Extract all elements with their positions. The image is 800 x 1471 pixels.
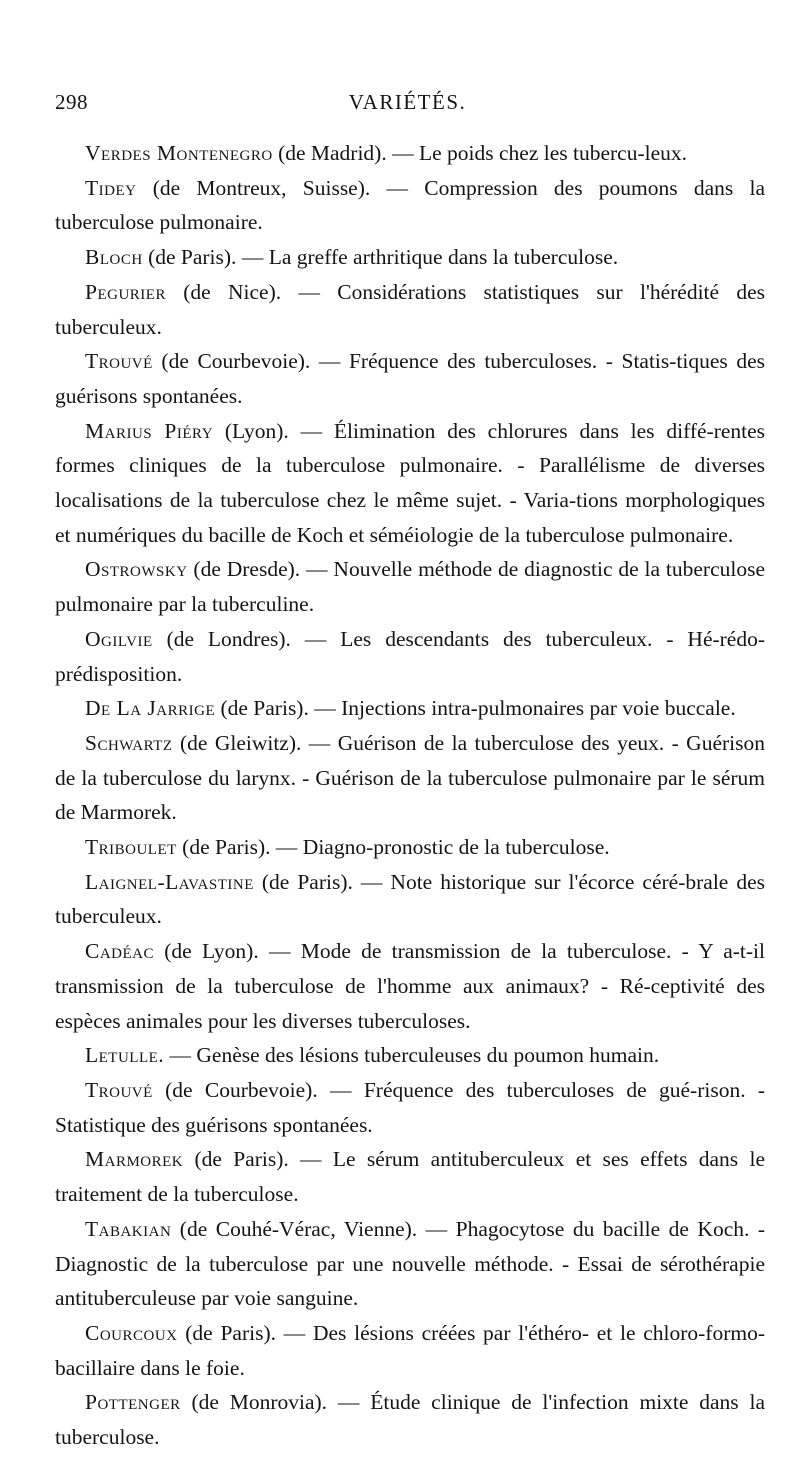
entry-author: Pegurier <box>85 279 166 304</box>
entry-place: (de Madrid). <box>278 141 387 165</box>
entry-title: — Nouvelle méthode de diagnostic de la tuberculose pulmonaire par la tuberculine. <box>55 557 766 617</box>
entry <box>55 275 765 344</box>
entry-title: — Compression des poumons dans la tuberculose pulmonaire. <box>55 175 766 235</box>
entry-author: Courcoux <box>85 1320 178 1345</box>
entry-place: (de Paris). <box>182 835 271 860</box>
entry-title: — Genèse des lésions tuberculeuses du poumon humain. <box>169 1043 660 1068</box>
entry-place: (de Paris). <box>148 245 237 270</box>
entry-place: (de Courbevoie). <box>165 1077 318 1102</box>
entry <box>55 414 765 553</box>
entry-title: — Guérison de la tuberculose des yeux. - Guérison de la tuberculose du larynx. - Guérison de la tuberculose pulmonaire par le sérum de Marmorek. <box>55 730 766 825</box>
entry-author: Pottenger <box>85 1390 181 1415</box>
entry-author: Marmorek <box>85 1147 184 1172</box>
entry-title: — Considérations statistiques sur l'hérédité des tuberculeux. <box>55 279 766 339</box>
entry <box>55 726 765 830</box>
entry-title: — Phagocytose du bacille de Koch. - Diagnostic de la tuberculose par une nouvelle méthode. - Essai de sérothérapie antituberculeuse par voie sanguine. <box>55 1216 766 1311</box>
entry <box>55 1212 765 1316</box>
running-head: VARIÉTÉS. <box>348 90 467 114</box>
entry-place: (de Couhé-Vérac, Vienne). <box>179 1216 418 1241</box>
entry <box>55 1316 765 1385</box>
entry-place: (de Paris). <box>220 696 309 721</box>
entry-author: Ostrowsky <box>85 557 188 582</box>
entry <box>55 1142 765 1211</box>
entry-author: Verdes Montenegro <box>85 141 273 165</box>
entry-place: (de Londres). <box>166 626 291 651</box>
entry <box>55 830 765 865</box>
entry <box>55 171 765 240</box>
entry <box>55 240 765 275</box>
entry-place: (de Courbevoie). <box>161 349 311 374</box>
entry-author: Trouvé <box>85 349 153 374</box>
entry <box>55 865 765 934</box>
entry-place: (de Lyon). <box>164 939 259 964</box>
entry-place: (de Paris). <box>185 1320 276 1345</box>
entry-place: (de Gleiwitz). <box>179 730 302 755</box>
entry <box>55 691 765 726</box>
entry-author: Letulle. <box>85 1043 165 1068</box>
entry-author: Triboulet <box>85 835 177 860</box>
entry-author: Cadéac <box>85 939 155 964</box>
entry-title: — Les descendants des tuberculeux. - Hé-rédo-prédisposition. <box>55 626 766 686</box>
entry-title: — Mode de transmission de la tuberculose. - Y a-t-il transmission de la tuberculose de l'homme aux animaux? - Ré-ceptivité des espèces animales pour les diverses tuberculoses. <box>55 939 765 1033</box>
entry-place: (Lyon). <box>224 418 289 443</box>
entry-title: — Le sérum antituberculeux et ses effets dans le traitement de la tuberculose. <box>55 1147 765 1207</box>
entry <box>55 344 765 413</box>
entry-author: Tabakian <box>85 1216 172 1241</box>
entry-title: — Étude clinique de l'infection mixte dans la tuberculose. <box>55 1390 766 1450</box>
entry-author: Marius Piéry <box>85 418 214 443</box>
entry-author: Schwartz <box>85 730 173 755</box>
entry-title: — La greffe arthritique dans la tuberculose. <box>241 245 619 270</box>
entry-title: — Fréquence des tuberculoses de gué-rison. - Statistique des guérisons spontanées. <box>55 1077 766 1137</box>
entry-place: (de Dresde). <box>193 557 301 582</box>
bibliography-list <box>55 136 765 1455</box>
entry <box>55 1073 765 1142</box>
entry-place: (de Paris). <box>194 1147 289 1172</box>
entry-place: (de Monrovia). <box>191 1390 328 1415</box>
entry-place: (de Paris). <box>261 869 353 894</box>
entry-title: — Des lésions créées par l'éthéro- et le chloro-formo-bacillaire dans le foie. <box>55 1320 766 1380</box>
entry-author: De La Jarrige <box>85 696 216 721</box>
entry-title: — Le poids chez les tubercu-leux. <box>392 141 688 165</box>
entry <box>55 136 765 171</box>
entry-author: Laignel-Lavastine <box>85 869 254 894</box>
entry-title: — Fréquence des tuberculoses. - Statis-tiques des guérisons spontanées. <box>55 349 766 408</box>
entry-author: Bloch <box>85 245 143 270</box>
entry <box>55 622 765 691</box>
page-header <box>55 90 760 120</box>
entry <box>55 1038 765 1073</box>
entry <box>55 1385 765 1454</box>
entry <box>55 934 765 1038</box>
entry-title: — Injections intra-pulmonaires par voie buccale. <box>314 696 736 721</box>
entry-author: Tidey <box>85 175 137 200</box>
entry-place: (de Montreux, Suisse). <box>152 175 371 200</box>
entry-title: — Note historique sur l'écorce céré-brale des tuberculeux. <box>55 869 766 929</box>
entry-author: Trouvé <box>85 1077 153 1102</box>
entry <box>55 552 765 621</box>
entry-place: (de Nice). <box>183 279 282 304</box>
entry-title: — Diagno-pronostic de la tuberculose. <box>275 835 610 860</box>
page-number: 298 <box>55 90 88 114</box>
entry-author: Ogilvie <box>85 626 153 651</box>
entry-title: — Élimination des chlorures dans les diffé-rentes formes cliniques de la tuberculose pulmonaire. - Parallélisme de diverses localisations de la tuberculose chez le même sujet. - Varia-tions morphologiques et numériques du bacille de Koch et séméiologie de la tuberculose pulmonaire. <box>55 418 766 547</box>
